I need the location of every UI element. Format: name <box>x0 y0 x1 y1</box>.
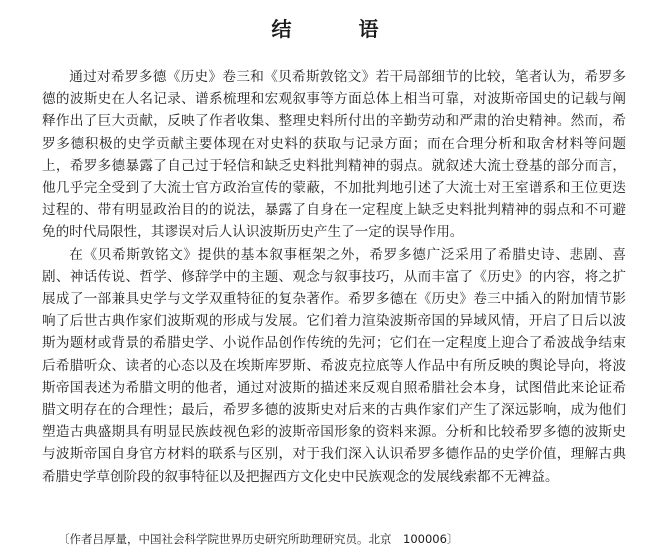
paragraph-1: 通过对希罗多德《历史》卷三和《贝希斯敦铭文》若干局部细节的比较，笔者认为，希罗多德的波斯史在人名记录、谱系梳理和宏观叙事等方面总体上相当可靠，对波斯帝国史的记载与阐释作出了巨大贡献，反映了作者收集、整理史料所付出的辛勤劳动和严肃的治史精神。然而，希罗多德积极的史学贡献主要体现在对史料的获取与记录方面；而在合理分析和取舍材料等问题上，希罗多德暴露了自己过于轻信和缺乏史料批判精神的弱点。就叙述大流士登基的部分而言，他几乎完全受到了大流士官方政治宣传的蒙蔽，不加批判地引述了大流士对王室谱系和王位更迭过程的、带有明显政治目的的说法，暴露了自身在一定程度上缺乏史料批判精神的弱点和不可避免的时代局限性，其谬误对后人认识波斯历史产生了一定的误导作用。 <box>42 69 626 241</box>
conclusion-body <box>42 66 626 488</box>
author-note: 〔作者吕厚量，中国社会科学院世界历史研究所助理研究员。北京 100006〕 <box>58 532 459 546</box>
paragraph-2: 在《贝希斯敦铭文》提供的基本叙事框架之外，希罗多德广泛采用了希腊史诗、悲剧、喜剧、神话传说、哲学、修辞学中的主题、观念与叙事技巧，从而丰富了《历史》的内容，将之扩展成了一部兼具史学与文学双重特征的复杂著作。希罗多德在《历史》卷三中插入的附加情节影响了后世古典作家们波斯观的形成与发展。它们着力渲染波斯帝国的异域风情，开启了日后以波斯为题材或背景的希腊史学、小说作品创作传统的先河；它们在一定程度上迎合了希波战争结束后希腊听众、读者的心态以及在埃斯库罗斯、希波克拉底等人作品中有所反映的舆论导向，将波斯帝国表述为希腊文明的他者，通过对波斯的描述来反观自照希腊社会本身，试图借此来论证希腊文明存在的合理性；最后，希罗多德的波斯史对后来的古典作家们产生了深远影响，成为他们塑造古典盛期具有明显民族歧视色彩的波斯帝国形象的资料来源。分析和比较希罗多德的波斯史与波斯帝国自身官方材料的联系与区别，对于我们深入认识希罗多德作品的史学价值，理解古典希腊史学草创阶段的叙事特征以及把握西方文化史中民族观念的发展线索都不无裨益。 <box>42 246 626 485</box>
section-title: 结 语 <box>271 17 409 41</box>
